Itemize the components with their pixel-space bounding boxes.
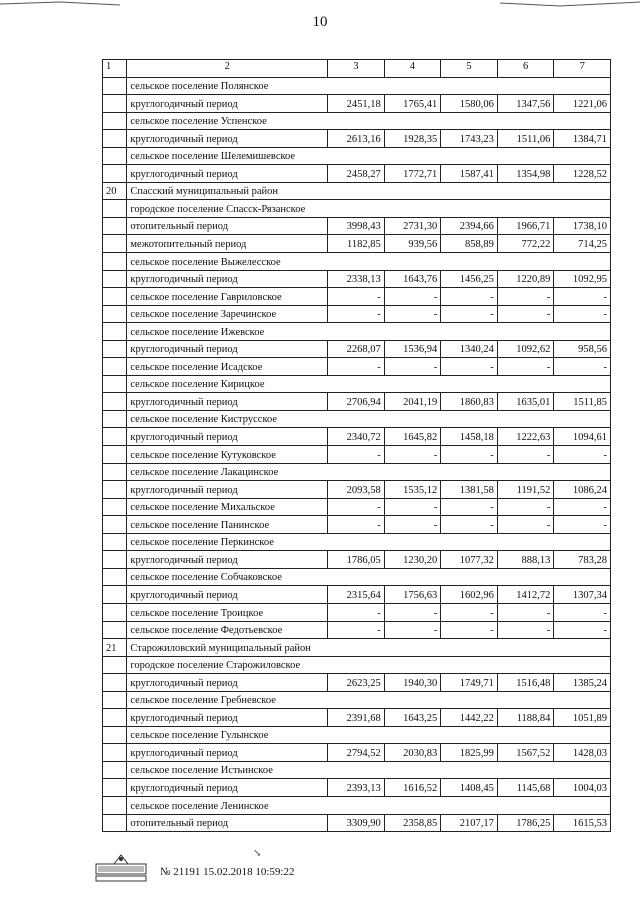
tariff-value: 1092,95 [554,270,611,288]
number-cell [103,77,127,95]
tariff-value: 1094,61 [554,428,611,446]
tariff-value: 1772,71 [384,165,441,183]
tariff-value: 1536,94 [384,340,441,358]
tariff-value: - [328,358,385,376]
number-cell [103,463,127,481]
row-label: сельское поселение Гавриловское [127,288,328,306]
table-row [103,639,611,657]
tariff-value: 2458,27 [328,165,385,183]
tariff-value: 1860,83 [441,393,498,411]
tariff-value: 1756,63 [384,586,441,604]
table-row [103,656,611,674]
tariff-value: 1191,52 [497,481,554,499]
settlement-name: сельское поселение Гулынское [127,726,611,744]
settlement-name: сельское поселение Собчаковское [127,568,611,586]
tariff-value: - [441,446,498,464]
tariff-value: 2451,18 [328,95,385,113]
table-row [103,305,611,323]
tariff-value: 1428,03 [554,744,611,762]
row-label: сельское поселение Заречинское [127,305,328,323]
table-row [103,709,611,727]
number-cell [103,726,127,744]
tariff-value: 1188,84 [497,709,554,727]
table-row [103,796,611,814]
table-row [103,726,611,744]
tariff-value: 1384,71 [554,130,611,148]
tariff-value: - [554,516,611,534]
registration-stamp-text: № 21191 15.02.2018 10:59:22 [160,866,295,878]
settlement-name: сельское поселение Кирицкое [127,375,611,393]
table-row [103,323,611,341]
number-cell [103,568,127,586]
number-cell [103,621,127,639]
tariff-value: - [441,603,498,621]
column-header: 1 [103,60,127,78]
row-label: круглогодичный период [127,393,328,411]
settlement-name: сельское поселение Лакацинское [127,463,611,481]
tariff-value: 1587,41 [441,165,498,183]
tariff-value: 2731,30 [384,217,441,235]
tariff-value: 1307,34 [554,586,611,604]
number-cell [103,779,127,797]
number-cell [103,147,127,165]
table-row [103,674,611,692]
tariff-value: - [497,288,554,306]
tariff-value: 1222,63 [497,428,554,446]
tariff-value: 2030,83 [384,744,441,762]
row-label: сельское поселение Кутуковское [127,446,328,464]
tariff-value: - [497,621,554,639]
number-cell [103,656,127,674]
number-cell [103,551,127,569]
number-cell [103,200,127,218]
table-row [103,253,611,271]
tariff-value: 1077,32 [441,551,498,569]
number-cell [103,586,127,604]
tariff-value: 2340,72 [328,428,385,446]
tariff-value: - [497,305,554,323]
column-header: 4 [384,60,441,78]
table-row [103,340,611,358]
table-row [103,358,611,376]
number-cell [103,112,127,130]
tariff-value: 1616,52 [384,779,441,797]
tariff-value: 1385,24 [554,674,611,692]
table-row [103,130,611,148]
row-label: сельское поселение Федотьевское [127,621,328,639]
table-row [103,147,611,165]
tariff-value: 1051,89 [554,709,611,727]
table-row [103,375,611,393]
table-row [103,481,611,499]
tariff-value: 2393,13 [328,779,385,797]
tariff-value: 2394,66 [441,217,498,235]
table-row [103,463,611,481]
table-row [103,393,611,411]
number-cell [103,428,127,446]
tariff-value: - [441,305,498,323]
tariff-value: 2338,13 [328,270,385,288]
tariff-value: 1786,25 [497,814,554,832]
tariff-value: 1940,30 [384,674,441,692]
tariff-value: 1086,24 [554,481,611,499]
tariff-value: 2613,16 [328,130,385,148]
tariff-value: 2315,64 [328,586,385,604]
district-name: Старожиловский муниципальный район [127,639,611,657]
district-name: Спасский муниципальный район [127,182,611,200]
table-row [103,112,611,130]
tariff-value: 1928,35 [384,130,441,148]
tariff-value: 2794,52 [328,744,385,762]
tariff-value: 2268,07 [328,340,385,358]
tariff-value: 1786,05 [328,551,385,569]
settlement-name: сельское поселение Выжелесское [127,253,611,271]
number-cell [103,761,127,779]
row-label: круглогодичный период [127,165,328,183]
number-cell [103,744,127,762]
number-cell [103,709,127,727]
number-cell [103,481,127,499]
settlement-name: сельское поселение Ижевское [127,323,611,341]
number-cell [103,533,127,551]
tariff-value: 1220,89 [497,270,554,288]
settlement-name: сельское поселение Истьинское [127,761,611,779]
tariff-value: 1602,96 [441,586,498,604]
table-row [103,270,611,288]
tariff-value: 2623,25 [328,674,385,692]
column-header: 7 [554,60,611,78]
tariff-value: - [384,288,441,306]
table-row [103,235,611,253]
row-label: отопительный период [127,814,328,832]
tariff-value: 1580,06 [441,95,498,113]
tariff-value: 2093,58 [328,481,385,499]
scan-tick-mark: ↘ [253,848,262,859]
tariff-value: 1966,71 [497,217,554,235]
tariff-value: 1442,22 [441,709,498,727]
table-row [103,95,611,113]
row-label: круглогодичный период [127,586,328,604]
tariff-value: 1381,58 [441,481,498,499]
tariff-value: - [554,498,611,516]
number-cell [103,375,127,393]
district-number: 20 [103,182,127,200]
tariff-value: 1092,62 [497,340,554,358]
row-label: круглогодичный период [127,340,328,358]
table-row [103,288,611,306]
row-label: отопительный период [127,217,328,235]
district-number: 21 [103,639,127,657]
table-row [103,603,611,621]
table-row [103,568,611,586]
number-cell [103,446,127,464]
stamp-logo-icon [94,852,148,884]
tariff-value: - [328,621,385,639]
tariff-value: 1354,98 [497,165,554,183]
tariff-value: - [441,498,498,516]
tariff-value: - [441,358,498,376]
column-header: 3 [328,60,385,78]
tariff-value: - [384,446,441,464]
tariff-value: 2391,68 [328,709,385,727]
tariff-value: 1743,23 [441,130,498,148]
number-cell [103,674,127,692]
table-row [103,77,611,95]
tariff-table [102,59,611,832]
tariff-value: 3309,90 [328,814,385,832]
row-label: круглогодичный период [127,674,328,692]
row-label: круглогодичный период [127,95,328,113]
table-row [103,533,611,551]
tariff-value: - [384,516,441,534]
tariff-value: 1749,71 [441,674,498,692]
tariff-value: 3998,43 [328,217,385,235]
table-row [103,428,611,446]
tariff-value: - [441,516,498,534]
tariff-value: - [441,288,498,306]
tariff-value: - [384,603,441,621]
table-row [103,217,611,235]
table-row [103,516,611,534]
tariff-value: - [384,305,441,323]
number-cell [103,217,127,235]
table-row [103,182,611,200]
tariff-value: 1825,99 [441,744,498,762]
tariff-value: 772,22 [497,235,554,253]
table-row [103,200,611,218]
table-row [103,446,611,464]
row-label: круглогодичный период [127,709,328,727]
tariff-value: 939,56 [384,235,441,253]
tariff-value: - [554,288,611,306]
number-cell [103,516,127,534]
tariff-value: - [497,358,554,376]
table-row [103,761,611,779]
tariff-value: 1738,10 [554,217,611,235]
tariff-value: - [554,358,611,376]
table-row [103,814,611,832]
tariff-value: 1645,82 [384,428,441,446]
table-row [103,410,611,428]
number-cell [103,498,127,516]
number-cell [103,393,127,411]
tariff-value: - [328,603,385,621]
tariff-value: 958,56 [554,340,611,358]
tariff-value: 2107,17 [441,814,498,832]
row-label: сельское поселение Троицкое [127,603,328,621]
number-cell [103,288,127,306]
number-cell [103,358,127,376]
settlement-name: городское поселение Старожиловское [127,656,611,674]
page-number: 10 [312,14,328,30]
row-label: круглогодичный период [127,428,328,446]
tariff-value: - [328,516,385,534]
tariff-value: 858,89 [441,235,498,253]
number-cell [103,165,127,183]
footer [94,852,514,892]
tariff-value: - [554,446,611,464]
tariff-value: 1567,52 [497,744,554,762]
number-cell [103,691,127,709]
table-row [103,691,611,709]
settlement-name: сельское поселение Гребневское [127,691,611,709]
column-header: 5 [441,60,498,78]
tariff-value: - [497,516,554,534]
number-cell [103,305,127,323]
tariff-value: - [328,305,385,323]
tariff-value: 1511,06 [497,130,554,148]
tariff-value: 1615,53 [554,814,611,832]
table-row [103,779,611,797]
row-label: круглогодичный период [127,270,328,288]
settlement-name: городское поселение Спасск-Рязанское [127,200,611,218]
number-cell [103,603,127,621]
tariff-value: 1340,24 [441,340,498,358]
number-cell [103,323,127,341]
tariff-value: 1412,72 [497,586,554,604]
number-cell [103,410,127,428]
number-cell [103,253,127,271]
row-label: круглогодичный период [127,779,328,797]
tariff-value: 2706,94 [328,393,385,411]
tariff-value: - [554,305,611,323]
settlement-name: сельское поселение Киструсское [127,410,611,428]
tariff-value: - [384,358,441,376]
tariff-value: 1347,56 [497,95,554,113]
tariff-value: - [384,621,441,639]
settlement-name: сельское поселение Ленинское [127,796,611,814]
tariff-value: 1643,76 [384,270,441,288]
table-row [103,744,611,762]
row-label: сельское поселение Панинское [127,516,328,534]
tariff-value: 1511,85 [554,393,611,411]
tariff-value: 1458,18 [441,428,498,446]
tariff-value: 1516,48 [497,674,554,692]
row-label: круглогодичный период [127,551,328,569]
column-header: 2 [127,60,328,78]
tariff-value: - [554,621,611,639]
tariff-value: 2041,19 [384,393,441,411]
row-label: круглогодичный период [127,744,328,762]
table-row [103,498,611,516]
tariff-value: - [497,446,554,464]
tariff-value: 1408,45 [441,779,498,797]
settlement-name: сельское поселение Перкинское [127,533,611,551]
table-row [103,621,611,639]
number-cell [103,130,127,148]
tariff-value: 1765,41 [384,95,441,113]
settlement-name: сельское поселение Шелемишевское [127,147,611,165]
tariff-value: 888,13 [497,551,554,569]
tariff-value: - [384,498,441,516]
number-cell [103,340,127,358]
table-row [103,165,611,183]
tariff-value: 1535,12 [384,481,441,499]
scan-edge-mark [0,0,640,14]
settlement-name: сельское поселение Полянское [127,77,611,95]
tariff-value: - [554,603,611,621]
tariff-value: 714,25 [554,235,611,253]
settlement-name: сельское поселение Успенское [127,112,611,130]
tariff-value: 2358,85 [384,814,441,832]
row-label: межотопительный период [127,235,328,253]
tariff-value: 1228,52 [554,165,611,183]
tariff-value: 1004,03 [554,779,611,797]
number-cell [103,814,127,832]
tariff-value: 1230,20 [384,551,441,569]
tariff-value: 1635,01 [497,393,554,411]
tariff-value: - [328,446,385,464]
tariff-value: - [441,621,498,639]
tariff-value: 1456,25 [441,270,498,288]
tariff-value: 1643,25 [384,709,441,727]
row-label: сельское поселение Михальское [127,498,328,516]
tariff-value: - [497,498,554,516]
number-cell [103,796,127,814]
number-cell [103,235,127,253]
column-header: 6 [497,60,554,78]
row-label: круглогодичный период [127,481,328,499]
tariff-value: - [497,603,554,621]
tariff-value: 1221,06 [554,95,611,113]
number-cell [103,95,127,113]
tariff-value: - [328,288,385,306]
tariff-value: 1145,68 [497,779,554,797]
number-cell [103,270,127,288]
tariff-value: 1182,85 [328,235,385,253]
table-row [103,551,611,569]
table-header-row [103,60,611,78]
table-row [103,586,611,604]
tariff-value: 783,28 [554,551,611,569]
row-label: круглогодичный период [127,130,328,148]
tariff-value: - [328,498,385,516]
row-label: сельское поселение Исадское [127,358,328,376]
